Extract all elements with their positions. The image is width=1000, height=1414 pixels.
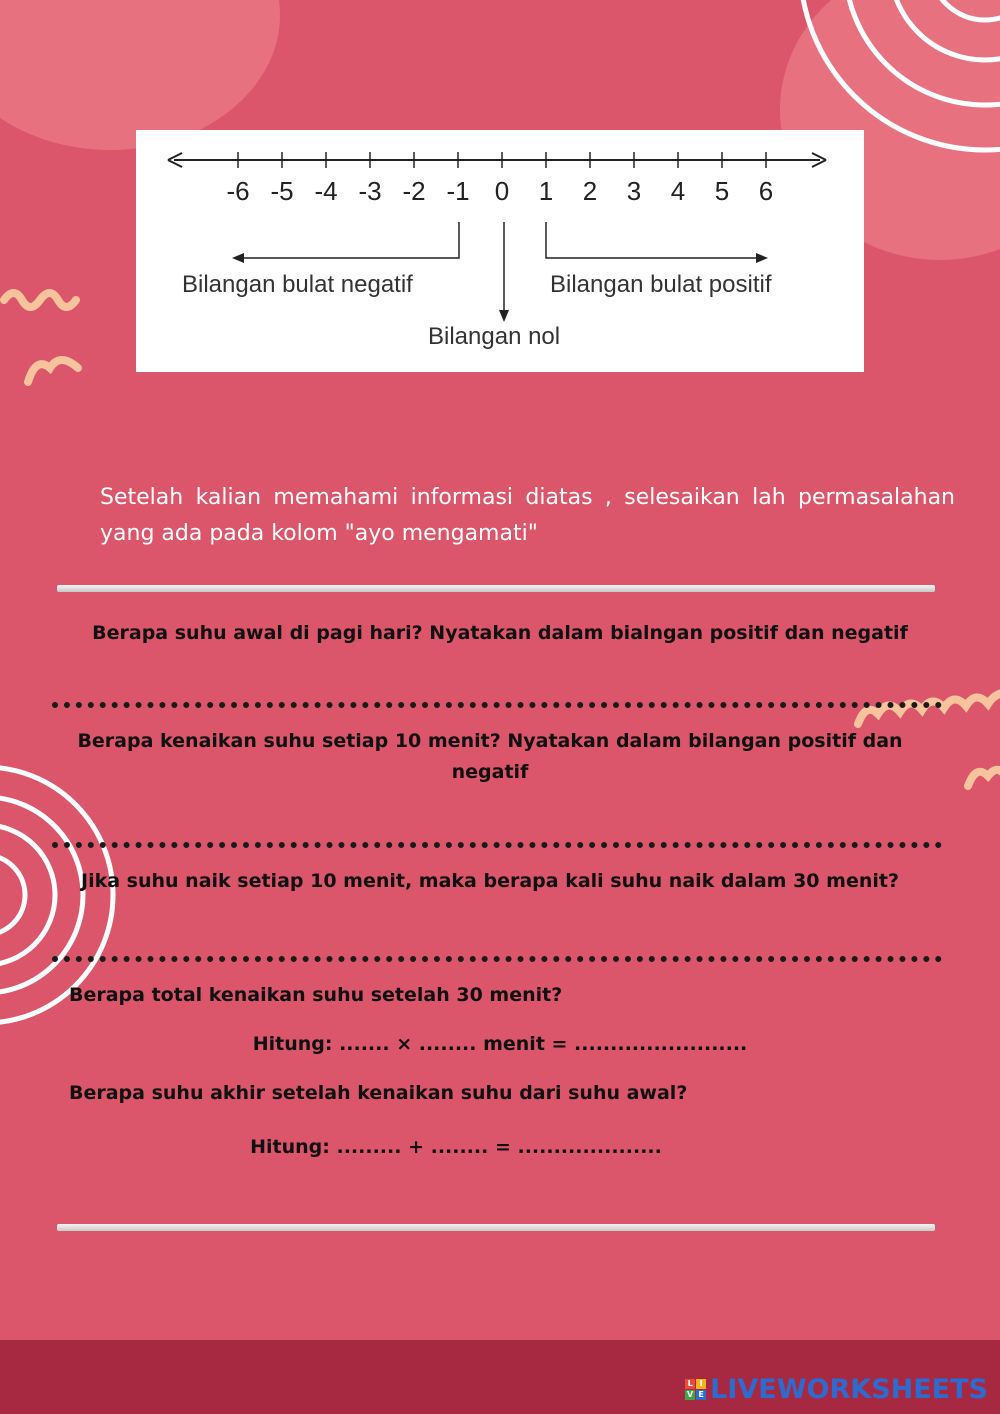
logo-letter-v: V: [687, 1389, 694, 1399]
negative-arrowhead: [232, 253, 244, 263]
intro-paragraph: Setelah kalian memahami informasi diatas , selesaikan lah permasalahan yang ada pada kolom "ayo mengamati": [100, 485, 955, 546]
brand-name: LIVEWORKSHEETS: [710, 1373, 988, 1405]
tick-label: 2: [582, 176, 598, 206]
tick-label: -3: [358, 176, 382, 206]
tick-label: -1: [446, 176, 470, 206]
logo-letter-l: L: [685, 1379, 695, 1389]
logo-letter-i: I: [696, 1379, 706, 1389]
question-5-calculation[interactable]: Hitung: ......... + ........ = ....................: [250, 1136, 662, 1158]
divider-bottom: [57, 1224, 935, 1231]
label-zero: Bilangan nol: [428, 323, 561, 350]
question-2: Berapa kenaikan suhu setiap 10 menit? Nyatakan dalam bilangan positif dan negatif: [77, 730, 903, 783]
positive-bracket-arrow: [546, 222, 764, 258]
tick-label: -5: [270, 176, 294, 206]
liveworksheets-logo-icon: [685, 1379, 706, 1400]
negative-bracket-arrow: [236, 222, 459, 258]
label-negative-integers: Bilangan bulat negatif: [182, 271, 413, 298]
tick-label: -2: [402, 176, 426, 206]
tick-label: 4: [670, 176, 686, 206]
number-line-figure: [136, 130, 864, 372]
zero-arrowhead: [499, 310, 509, 322]
tick-label: 6: [758, 176, 774, 206]
divider-top: [57, 585, 935, 592]
number-line-tick-labels: [226, 176, 773, 206]
positive-arrowhead: [756, 253, 768, 263]
answer-line-1[interactable]: [52, 702, 942, 708]
tick-label: -4: [314, 176, 338, 206]
liveworksheets-brand[interactable]: [685, 1374, 988, 1404]
tick-label: 5: [714, 176, 730, 206]
tick-label: 0: [494, 176, 510, 206]
label-positive-integers: Bilangan bulat positif: [550, 271, 772, 298]
decor-squiggles-left: [4, 293, 78, 382]
question-1: Berapa suhu awal di pagi hari? Nyatakan dalam bialngan positif dan negatif: [92, 622, 908, 644]
tick-label: 3: [626, 176, 642, 206]
logo-letter-e: E: [696, 1390, 706, 1400]
answer-line-3[interactable]: [52, 956, 942, 962]
question-3: Jika suhu naik setiap 10 menit, maka berapa kali suhu naik dalam 30 menit?: [81, 870, 899, 892]
question-5: Berapa suhu akhir setelah kenaikan suhu dari suhu awal?: [69, 1082, 688, 1104]
question-4-calculation[interactable]: Hitung: ....... × ........ menit = ........................: [252, 1033, 748, 1055]
decor-arcs-top-right: [800, 0, 1000, 150]
tick-label: 1: [538, 176, 554, 206]
answer-line-2[interactable]: [52, 842, 942, 848]
question-4: Berapa total kenaikan suhu setelah 30 menit?: [69, 984, 563, 1006]
tick-label: -6: [226, 176, 250, 206]
